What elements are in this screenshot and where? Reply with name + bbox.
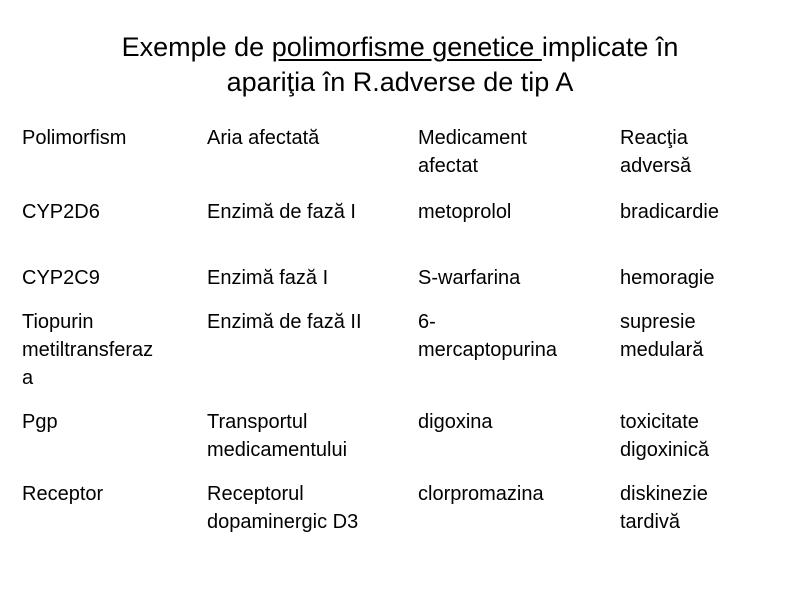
header-polimorfism: Polimorfism	[22, 127, 127, 149]
header-cell	[201, 118, 412, 192]
title-suffix: implicate în	[541, 32, 679, 62]
table-header-row	[16, 118, 776, 192]
title-underlined: polimorfisme genetice	[271, 32, 542, 62]
header-cell	[614, 118, 776, 192]
cell-text: Enzimă de fază II	[207, 311, 362, 333]
cell-text: Enzimă de fază I	[207, 201, 356, 223]
table-cell	[412, 192, 614, 258]
table-cell	[412, 302, 614, 402]
table-cell	[412, 402, 614, 474]
cell-text: Enzimă fază I	[207, 267, 329, 289]
title-prefix: Exemple de	[121, 32, 272, 62]
table-cell	[201, 302, 412, 402]
table-row	[16, 474, 776, 546]
header-reactia-adversa: Reacţia adversă	[620, 127, 692, 177]
table-row	[16, 402, 776, 474]
cell-text: supresie medulară	[620, 311, 704, 361]
cell-text: hemoragie	[620, 267, 715, 289]
title-line-2: apariţia în R.adverse de tip A	[226, 67, 574, 97]
table-row	[16, 258, 776, 302]
slide-title	[0, 30, 800, 100]
cell-text: diskinezie tardivă	[620, 483, 708, 533]
table-cell	[16, 474, 201, 546]
table-cell	[614, 302, 776, 402]
table-row	[16, 302, 776, 402]
table-row	[16, 192, 776, 258]
header-cell	[16, 118, 201, 192]
cell-text: digoxina	[418, 411, 493, 433]
header-aria-afectata: Aria afectată	[207, 127, 320, 149]
table-cell	[201, 258, 412, 302]
table-cell	[201, 192, 412, 258]
title-line-1	[0, 30, 800, 65]
cell-text: Transportul medicamentului	[207, 411, 348, 461]
polymorphism-table	[16, 118, 776, 546]
cell-text: Tiopurin metiltransferaz a	[22, 311, 154, 389]
cell-text: S-warfarina	[418, 267, 521, 289]
table-cell	[614, 402, 776, 474]
table-cell	[16, 402, 201, 474]
cell-text: clorpromazina	[418, 483, 544, 505]
cell-text: metoprolol	[418, 201, 512, 223]
table-cell	[614, 474, 776, 546]
cell-text: CYP2C9	[22, 267, 100, 289]
header-medicament-afectat: Medicament afectat	[418, 127, 527, 177]
table-cell	[614, 258, 776, 302]
cell-text: CYP2D6	[22, 201, 100, 223]
cell-text: Receptor	[22, 483, 104, 505]
table-cell	[16, 192, 201, 258]
table-cell	[201, 474, 412, 546]
table-cell	[412, 258, 614, 302]
table-cell	[16, 302, 201, 402]
cell-text: Pgp	[22, 411, 58, 433]
table-cell	[614, 192, 776, 258]
cell-text: Receptorul dopaminergic D3	[207, 483, 359, 533]
header-cell	[412, 118, 614, 192]
table-cell	[412, 474, 614, 546]
table-cell	[16, 258, 201, 302]
cell-text: bradicardie	[620, 201, 719, 223]
table-cell	[201, 402, 412, 474]
cell-text: 6- mercaptopurina	[418, 311, 557, 361]
cell-text: toxicitate digoxinică	[620, 411, 709, 461]
